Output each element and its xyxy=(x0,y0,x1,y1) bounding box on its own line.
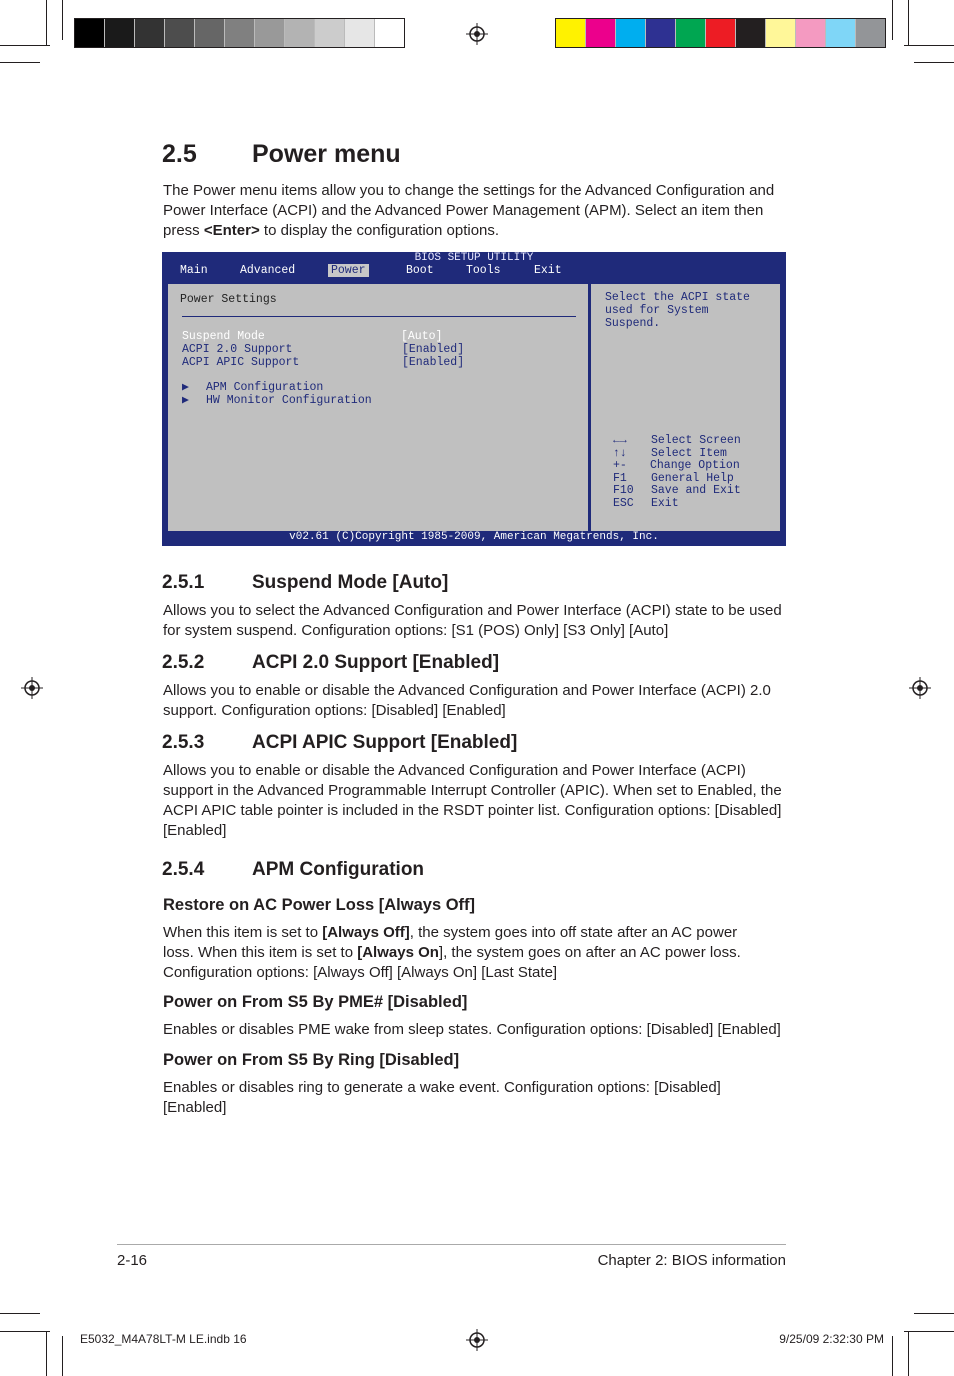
text-run: , the system goes into off state after an AC power loss. When this item is set to xyxy=(163,924,738,961)
crop-mark xyxy=(62,0,63,40)
text-run-bold: [Always On xyxy=(357,944,439,961)
bios-copyright: v02.61 (C)Copyright 1985-2009, American Megatrends, Inc. xyxy=(289,531,659,543)
color-swatch xyxy=(285,19,315,47)
setting-suspend-mode-value[interactable]: [Auto] xyxy=(401,330,443,343)
item-heading: Power on From S5 By PME# [Disabled] xyxy=(163,993,468,1011)
bios-title: BIOS SETUP UTILITY xyxy=(414,252,534,264)
key-desc: Save and Exit xyxy=(651,484,741,497)
subsection-title: ACPI APIC Support [Enabled] xyxy=(252,732,518,753)
left-right-arrows-icon: ←→ xyxy=(613,434,627,447)
bios-menu-bar xyxy=(162,264,786,278)
setting-suspend-mode[interactable]: Suspend Mode xyxy=(182,330,265,343)
section-heading xyxy=(162,140,401,169)
subsection-heading xyxy=(162,732,517,754)
crop-mark xyxy=(0,45,50,46)
key-label: F1 xyxy=(613,472,627,485)
submenu-hw-monitor-configuration[interactable]: HW Monitor Configuration xyxy=(206,394,372,407)
footer-rule xyxy=(117,1244,786,1245)
crop-mark xyxy=(892,0,893,40)
crop-mark xyxy=(46,0,47,45)
color-swatch xyxy=(165,19,195,47)
subsection-heading xyxy=(162,652,499,674)
help-line: used for System xyxy=(605,304,709,317)
page-number: 2-16 xyxy=(117,1252,148,1269)
slug-filename: E5032_M4A78LT-M LE.indb 16 xyxy=(80,1332,247,1346)
key-label: F10 xyxy=(613,484,634,497)
item-text: Enables or disables PME wake from sleep states. Configuration options: [Disabled] [Enabled] xyxy=(163,1021,781,1038)
bios-screen xyxy=(162,252,786,546)
color-swatch xyxy=(345,19,375,47)
crop-mark xyxy=(914,62,954,63)
item-heading: Power on From S5 By Ring [Disabled] xyxy=(163,1051,460,1069)
color-swatch xyxy=(856,19,885,47)
item-heading: Restore on AC Power Loss [Always Off] xyxy=(163,896,476,914)
crop-mark xyxy=(0,1331,50,1332)
subsection-heading xyxy=(162,572,448,594)
up-down-arrows-icon: ↑↓ xyxy=(613,447,627,460)
registration-mark-icon xyxy=(466,23,488,45)
color-swatch xyxy=(586,19,616,47)
item-text: Enables or disables ring to generate a wake event. Configuration options: [Disabled] [Enabled] xyxy=(163,1079,721,1116)
subsection-title: ACPI 2.0 Support [Enabled] xyxy=(252,652,500,673)
slug-date: 9/25/09 2:32:30 PM xyxy=(779,1332,884,1346)
item-text xyxy=(163,923,753,983)
submenu-arrow-icon: ▶ xyxy=(182,381,189,394)
crop-mark xyxy=(46,1331,47,1376)
registration-mark-icon xyxy=(909,677,931,699)
text-run: ], the system goes on after an AC power loss. Configuration options: [Always Off] [Always On] [Last State] xyxy=(163,944,741,981)
text-run-bold: [Always Off] xyxy=(322,924,410,941)
color-swatch xyxy=(826,19,856,47)
subsection-title: APM Configuration xyxy=(252,859,425,880)
text-run: When this item is set to xyxy=(163,924,323,941)
color-swatch xyxy=(706,19,736,47)
submenu-apm-configuration[interactable]: APM Configuration xyxy=(206,381,324,394)
crop-mark xyxy=(904,1331,954,1332)
color-swatch xyxy=(135,19,165,47)
color-swatch xyxy=(225,19,255,47)
key-desc: General Help xyxy=(651,472,734,485)
subsection-number: 2.5.1 xyxy=(162,572,205,593)
panel-title: Power Settings xyxy=(180,293,277,306)
submenu-arrow-icon: ▶ xyxy=(182,394,189,407)
section-number: 2.5 xyxy=(162,140,197,168)
bios-help-panel xyxy=(589,282,782,533)
intro-text: The Power menu items allow you to change the settings for the Advanced Configuration and Power Interface (ACPI) and the Advanced Power Management (APM). Select an item then press xyxy=(163,182,775,239)
bios-tab-advanced[interactable]: Advanced xyxy=(240,264,296,277)
color-swatch xyxy=(736,19,766,47)
subsection-number: 2.5.4 xyxy=(162,859,205,880)
color-swatch xyxy=(195,19,225,47)
section-title: Power menu xyxy=(252,140,401,168)
panel-divider xyxy=(182,316,576,317)
key-desc: Select Screen xyxy=(651,434,741,447)
color-swatch xyxy=(766,19,796,47)
color-swatch xyxy=(616,19,646,47)
bios-settings-panel xyxy=(166,282,590,533)
color-swatch xyxy=(556,19,586,47)
crop-mark xyxy=(62,1336,63,1376)
color-swatch xyxy=(255,19,285,47)
crop-mark xyxy=(908,0,909,45)
crop-mark xyxy=(914,1313,954,1314)
help-line: Suspend. xyxy=(605,317,661,330)
registration-mark-icon xyxy=(21,677,43,699)
key-label: +- xyxy=(613,459,627,472)
subsection-text: Allows you to enable or disable the Advanced Configuration and Power Interface (ACPI) 2.0 support. Configuration options: [Disabled] [Enabled] xyxy=(163,682,771,719)
color-swatch xyxy=(375,19,404,47)
key-desc: Exit xyxy=(651,497,679,510)
subsection-text: Allows you to enable or disable the Advanced Configuration and Power Interface (ACPI) support in the Advanced Programmable Interrupt Controller (APIC). When set to Enabled, the ACPI APIC table pointer is included in the RSDT pointer list. Configuration options: [Disabled] [Enabled] xyxy=(163,762,782,839)
subsection-heading xyxy=(162,859,424,881)
subsection-number: 2.5.3 xyxy=(162,732,205,753)
registration-mark-icon xyxy=(466,1329,488,1351)
crop-mark xyxy=(904,45,954,46)
subsection-number: 2.5.2 xyxy=(162,652,205,673)
crop-mark xyxy=(0,62,40,63)
subsection-text: Allows you to select the Advanced Configuration and Power Interface (ACPI) state to be used for system suspend. Configuration options: [S1 (POS) Only] [S3 Only] [Auto] xyxy=(163,602,782,639)
crop-mark xyxy=(908,1331,909,1376)
bios-tab-power[interactable]: Power xyxy=(328,264,369,277)
chapter-label: Chapter 2: BIOS information xyxy=(597,1252,786,1269)
intro-paragraph xyxy=(163,181,793,241)
bios-tab-exit[interactable]: Exit xyxy=(534,264,562,277)
setting-acpi-apic[interactable]: ACPI APIC Support xyxy=(182,356,300,369)
key-label: ESC xyxy=(613,497,634,510)
process-color-bar xyxy=(555,18,886,48)
help-line: Select the ACPI state xyxy=(605,291,750,304)
bios-tab-main[interactable]: Main xyxy=(180,264,208,277)
enter-key-text: <Enter> xyxy=(203,222,260,239)
setting-acpi-apic-value[interactable]: [Enabled] xyxy=(402,356,465,369)
subsection-title: Suspend Mode [Auto] xyxy=(252,572,449,593)
crop-mark xyxy=(892,1336,893,1376)
key-desc: Select Item xyxy=(651,447,727,460)
color-swatch xyxy=(646,19,676,47)
bios-tab-tools[interactable]: Tools xyxy=(466,264,501,277)
grayscale-color-bar xyxy=(74,18,405,48)
color-swatch xyxy=(315,19,345,47)
setting-acpi20-value[interactable]: [Enabled] xyxy=(402,343,465,356)
color-swatch xyxy=(75,19,105,47)
color-swatch xyxy=(676,19,706,47)
bios-tab-boot[interactable]: Boot xyxy=(406,264,434,277)
key-desc: Change Option xyxy=(650,459,740,472)
crop-mark xyxy=(0,1313,40,1314)
color-swatch xyxy=(105,19,135,47)
intro-text-end: to display the configuration options. xyxy=(259,222,500,239)
setting-acpi20[interactable]: ACPI 2.0 Support xyxy=(182,343,293,356)
color-swatch xyxy=(796,19,826,47)
